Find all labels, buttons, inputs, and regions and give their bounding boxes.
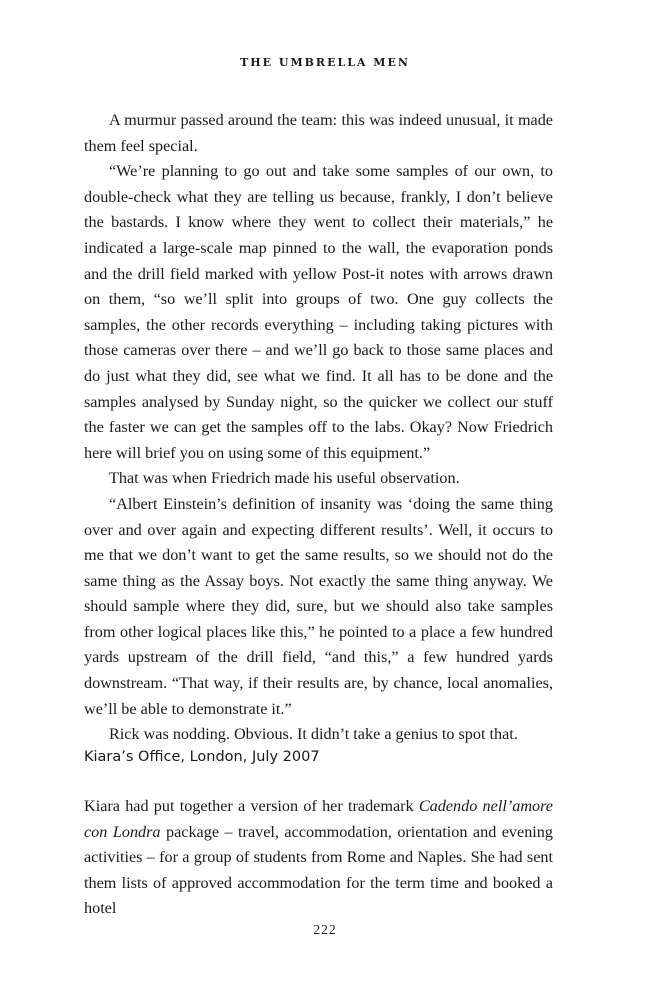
paragraph: Rick was nodding. Obvious. It didn’t take a genius to spot that. xyxy=(109,725,518,744)
paragraph-text: package – travel, accommodation, orientation and evening activities – for a group of students from Rome and Naples. She had sent them lists of approved accommodation for the term time and booked a hotel xyxy=(84,822,553,918)
paragraph: That was when Friedrich made his useful observation. xyxy=(109,469,460,488)
paragraph: “Albert Einstein’s definition of insanity was ‘doing the same thing over and over again and expecting different results’. Well, it occurs to me that we don’t want to get the same results, so we should not do the same thing as the Assay boys. Not exactly the same thing anyway. We should sample where they did, sure, but we should also take samples from other logical places like this,” he pointed to a place a few hundred yards upstream of the drill field, “and this,” a few hundred yards downstream. “That way, if their results are, by chance, local anomalies, we’ll be able to demonstrate it.” xyxy=(84,494,553,718)
body-text xyxy=(84,108,553,748)
italic-title: Cadendo nell’amore con Londra xyxy=(84,797,553,841)
paragraph: “We’re planning to go out and take some samples of our own, to double-check what they are telling us because, frankly, I don’t believe the bastards. I know where they went to collect their materials,” he indicated a large-scale map pinned to the wall, the evaporation ponds and the drill field marked with yellow Post-it notes with arrows drawn on them, “so we’ll split into groups of two. One guy collects the samples, the other records everything – including taking pictures with those cameras over there – and we’ll go back to those same places and do just what they did, see what we find. It all has to be done and the samples analysed by Sunday night, so the quicker we collect our stuff the faster we can get the samples off to the labs. Okay? Now Friedrich here will brief you on using some of this equipment.” xyxy=(84,162,553,462)
paragraph-text: Kiara had put together a version of her trademark xyxy=(84,797,419,815)
paragraph: A murmur passed around the team: this was indeed unusual, it made them feel special. xyxy=(84,111,553,155)
paragraph xyxy=(84,794,553,922)
running-head: THE UMBRELLA MEN xyxy=(240,56,410,69)
page-number: 222 xyxy=(313,922,337,937)
section-heading: Kiara’s Office, London, July 2007 xyxy=(84,749,320,765)
section-body-text xyxy=(84,794,553,922)
